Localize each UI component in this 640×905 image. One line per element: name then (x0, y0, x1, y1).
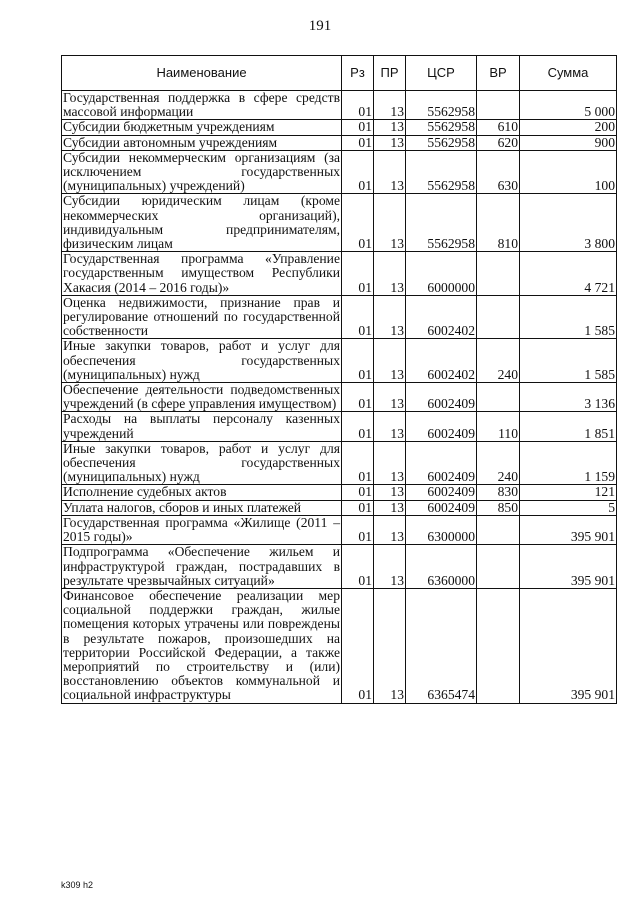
row-sum: 4 721 (520, 252, 617, 296)
row-csr: 5562958 (406, 120, 477, 135)
row-pr: 13 (374, 545, 406, 589)
header-vr: ВР (477, 56, 520, 91)
row-rz: 01 (342, 194, 374, 252)
row-sum: 121 (520, 485, 617, 500)
row-sum: 3 800 (520, 194, 617, 252)
row-rz: 01 (342, 515, 374, 544)
row-csr: 6002402 (406, 295, 477, 339)
row-sum: 1 585 (520, 295, 617, 339)
row-name: Финансовое обеспечение реализации мер социальной поддержки граждан, жилые помещения которых утрачены или повреждены в результате пожаров, произошедших на территории Российской Федерации, а также мероприятий по строительству и (или) восстановлению объектов коммунальной и социальной инфраструктуры (63, 587, 340, 703)
row-rz: 01 (342, 135, 374, 150)
table-row (62, 412, 617, 441)
table-row (62, 545, 617, 589)
table-row (62, 120, 617, 135)
row-csr: 6002409 (406, 500, 477, 515)
table-row (62, 135, 617, 150)
row-sum: 395 901 (520, 545, 617, 589)
row-pr: 13 (374, 383, 406, 412)
table-row (62, 150, 617, 194)
row-vr (477, 295, 520, 339)
row-sum: 395 901 (520, 515, 617, 544)
table-row (62, 500, 617, 515)
row-rz: 01 (342, 412, 374, 441)
row-vr: 110 (477, 412, 520, 441)
row-rz: 01 (342, 383, 374, 412)
row-pr: 13 (374, 441, 406, 485)
row-sum: 5 000 (520, 91, 617, 120)
row-name: Иные закупки товаров, работ и услуг для обеспечения государственных (муниципальных) нужд (63, 338, 340, 382)
row-name: Иные закупки товаров, работ и услуг для обеспечения государственных (муниципальных) нужд (63, 440, 340, 485)
row-vr: 610 (477, 120, 520, 135)
row-name: Подпрограмма «Обеспечение жильем и инфраструктурой граждан, пострадавших в результате чрезвычайных ситуаций» (63, 544, 340, 588)
row-vr: 240 (477, 441, 520, 485)
row-vr (477, 252, 520, 296)
header-name: Наименование (62, 56, 342, 91)
row-rz: 01 (342, 91, 374, 120)
row-rz: 01 (342, 252, 374, 296)
row-sum: 1 159 (520, 441, 617, 485)
row-pr: 13 (374, 515, 406, 544)
row-name: Субсидии бюджетным учреждениям (62, 120, 342, 135)
row-vr (477, 515, 520, 544)
header-csr: ЦСР (406, 56, 477, 91)
row-pr: 13 (374, 135, 406, 150)
row-rz: 01 (342, 545, 374, 589)
row-sum: 5 (520, 500, 617, 515)
table-row (62, 383, 617, 412)
footer-code: k309 h2 (61, 880, 94, 890)
row-name: Оценка недвижимости, признание прав и регулирование отношений по государственной собственности (63, 294, 340, 339)
row-rz: 01 (342, 500, 374, 515)
row-rz: 01 (342, 588, 374, 703)
row-sum: 900 (520, 135, 617, 150)
row-name: Субсидии некоммерческим организациям (за исключением государственных (муниципальных) учреждений) (63, 149, 340, 194)
table-row (62, 339, 617, 383)
row-vr: 830 (477, 485, 520, 500)
row-vr (477, 588, 520, 703)
row-csr: 5562958 (406, 135, 477, 150)
row-name: Уплата налогов, сборов и иных платежей (62, 500, 342, 515)
row-rz: 01 (342, 120, 374, 135)
row-vr: 850 (477, 500, 520, 515)
row-pr: 13 (374, 295, 406, 339)
header-sum: Сумма (520, 56, 617, 91)
row-name: Субсидии автономным учреждениям (62, 135, 342, 150)
table-row (62, 295, 617, 339)
header-rz: Рз (342, 56, 374, 91)
row-rz: 01 (342, 295, 374, 339)
header-pr: ПР (374, 56, 406, 91)
row-vr: 620 (477, 135, 520, 150)
row-name: Расходы на выплаты персоналу казенных учреждений (63, 411, 340, 441)
row-pr: 13 (374, 500, 406, 515)
row-sum: 200 (520, 120, 617, 135)
row-csr: 6002409 (406, 412, 477, 441)
budget-table (61, 55, 617, 704)
row-csr: 6002409 (406, 441, 477, 485)
row-name: Субсидии юридическим лицам (кроме некоммерческих организаций), индивидуальным предпринимателям, физическим лицам (63, 193, 340, 252)
table-row (62, 441, 617, 485)
row-name: Государственная поддержка в сфере средств массовой информации (63, 90, 340, 120)
row-sum: 395 901 (520, 588, 617, 703)
page-number: 191 (308, 18, 332, 34)
table-row (62, 91, 617, 120)
row-csr: 6360000 (406, 545, 477, 589)
table-header-row (62, 56, 617, 91)
row-name: Государственная программа «Жилище (2011 – 2015 годы)» (63, 514, 340, 545)
table-row (62, 515, 617, 544)
row-name: Обеспечение деятельности подведомственных учреждений (в сфере управления имуществом) (63, 382, 340, 412)
row-sum: 1 585 (520, 339, 617, 383)
row-rz: 01 (342, 150, 374, 194)
row-rz: 01 (342, 339, 374, 383)
row-name: Государственная программа «Управление государственным имуществом Республики Хакасия (2014 – 2016 годы)» (63, 251, 340, 295)
row-csr: 5562958 (406, 91, 477, 120)
row-csr: 5562958 (406, 150, 477, 194)
row-vr (477, 91, 520, 120)
table-row (62, 588, 617, 703)
row-name: Исполнение судебных актов (62, 485, 342, 500)
row-pr: 13 (374, 485, 406, 500)
row-pr: 13 (374, 588, 406, 703)
row-vr: 630 (477, 150, 520, 194)
row-csr: 6002402 (406, 339, 477, 383)
row-pr: 13 (374, 120, 406, 135)
row-csr: 6365474 (406, 588, 477, 703)
row-pr: 13 (374, 194, 406, 252)
row-csr: 5562958 (406, 194, 477, 252)
row-rz: 01 (342, 441, 374, 485)
row-csr: 6000000 (406, 252, 477, 296)
row-csr: 6002409 (406, 485, 477, 500)
row-pr: 13 (374, 91, 406, 120)
row-sum: 100 (520, 150, 617, 194)
table-row (62, 485, 617, 500)
row-sum: 1 851 (520, 412, 617, 441)
row-csr: 6002409 (406, 383, 477, 412)
table-row (62, 194, 617, 252)
row-vr (477, 545, 520, 589)
row-sum: 3 136 (520, 383, 617, 412)
row-pr: 13 (374, 412, 406, 441)
row-pr: 13 (374, 150, 406, 194)
row-vr: 810 (477, 194, 520, 252)
row-pr: 13 (374, 252, 406, 296)
row-vr: 240 (477, 339, 520, 383)
row-vr (477, 383, 520, 412)
row-pr: 13 (374, 339, 406, 383)
table-row (62, 252, 617, 296)
row-csr: 6300000 (406, 515, 477, 544)
row-rz: 01 (342, 485, 374, 500)
